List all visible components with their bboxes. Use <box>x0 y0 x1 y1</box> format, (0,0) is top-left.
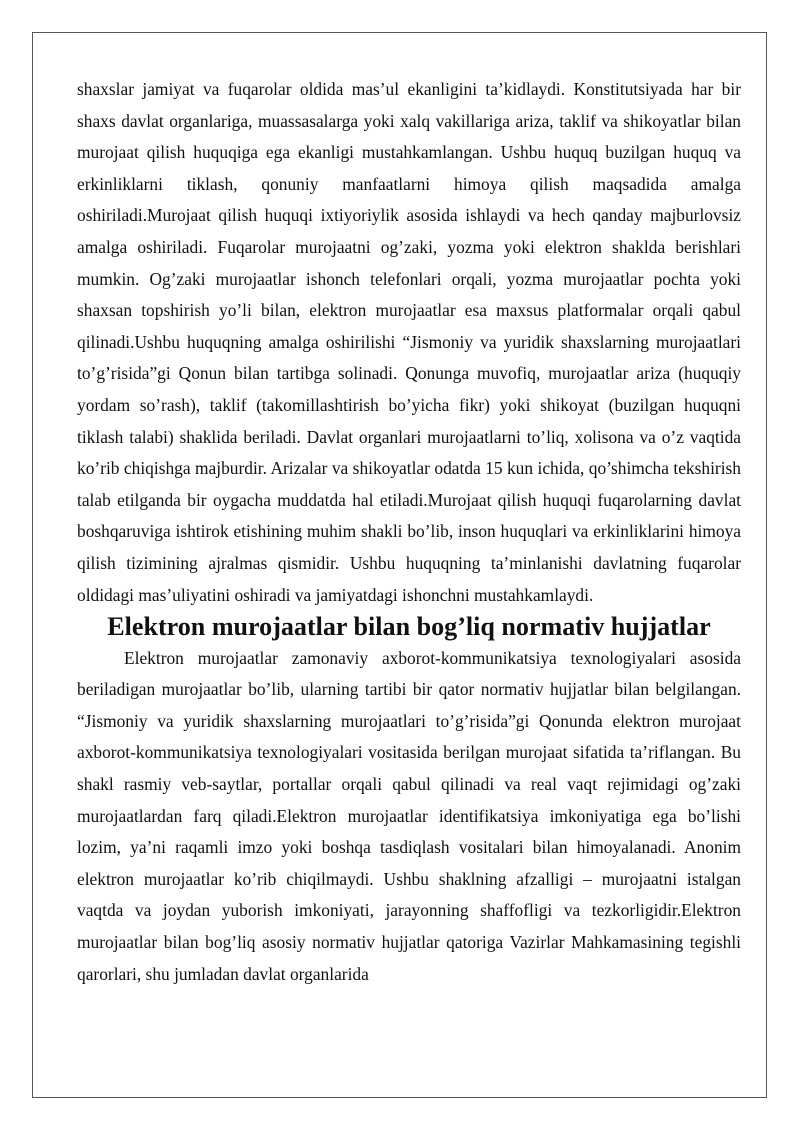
section-heading: Elektron murojaatlar bilan bog’liq normativ hujjatlar <box>107 612 711 642</box>
document-body <box>77 74 741 990</box>
body-paragraph-1: shaxslar jamiyat va fuqarolar oldida mas’ul ekanligini ta’kidlaydi. Konstitutsiyada har bir shaxs davlat organlariga, muassasalarga yoki xalq vakillariga ariza, taklif va shikoyatlar bilan murojaat qilish huquqiga ega ekanligi mustahkamlangan. Ushbu huquq buzilgan huquq va erkinliklarni tiklash, qonuniy manfaatlarni himoya qilish maqsadida amalga oshiriladi.Murojaat qilish huquqi ixtiyoriylik asosida ishlaydi va hech qanday majburlovsiz amalga oshiriladi. Fuqarolar murojaatni og’zaki, yozma yoki elektron shaklda berishlari mumkin. Og’zaki murojaatlar ishonch telefonlari orqali, yozma murojaatlar pochta yoki shaxsan topshirish yo’li bilan, elektron murojaatlar esa maxsus platformalar orqali qabul qilinadi.Ushbu huquqning amalga oshirilishi “Jismoniy va yuridik shaxslarning murojaatlari to’g’risida”gi Qonun bilan tartibga solinadi. Qonunga muvofiq, murojaatlar ariza (huquqiy yordam so’rash), taklif (takomillashtirish bo’yicha fikr) yoki shikoyat (buzilgan huquqni tiklash talabi) shaklida beriladi. Davlat organlari murojaatlarni to’liq, xolisona va o’z vaqtida ko’rib chiqishga majburdir. Arizalar va shikoyatlar odatda 15 kun ichida, qo’shimcha tekshirish talab etilganda bir oygacha muddatda hal etiladi.Murojaat qilish huquqi fuqarolarning davlat boshqaruviga ishtirok etishining muhim shakli bo’lib, inson huquqlari va erkinliklarini himoya qilish tizimining ajralmas qismidir. Ushbu huquqning ta’minlanishi davlatning fuqarolar oldidagi mas’uliyatini oshiradi va jamiyatdagi ishonchni mustahkamlaydi. <box>77 79 741 605</box>
body-paragraph-2: Elektron murojaatlar zamonaviy axborot-kommunikatsiya texnologiyalari asosida beriladigan murojaatlar bo’lib, ularning tartibi bir qator normativ hujjatlar bilan belgilangan. “Jismoniy va yuridik shaxslarning murojaatlari to’g’risida”gi Qonunda elektron murojaat axborot-kommunikatsiya texnologiyalari vositasida berilgan murojaat sifatida ta’riflangan. Bu shakl rasmiy veb-saytlar, portallar orqali qabul qilinadi va real vaqt rejimidagi og’zaki murojaatlardan farq qiladi.Elektron murojaatlar identifikatsiya imkoniyatiga ega bo’lishi lozim, ya’ni raqamli imzo yoki boshqa tasdiqlash vositalari bilan himoyalanadi. Anonim elektron murojaatlar ko’rib chiqilmaydi. Ushbu shaklning afzalligi – murojaatni istalgan vaqtda va joydan yuborish imkoniyati, jarayonning shaffofligi va tezkorligidir.Elektron murojaatlar bilan bog’liq asosiy normativ hujjatlar qatoriga Vazirlar Mahkamasining tegishli qarorlari, shu jumladan davlat organlarida <box>77 647 741 984</box>
